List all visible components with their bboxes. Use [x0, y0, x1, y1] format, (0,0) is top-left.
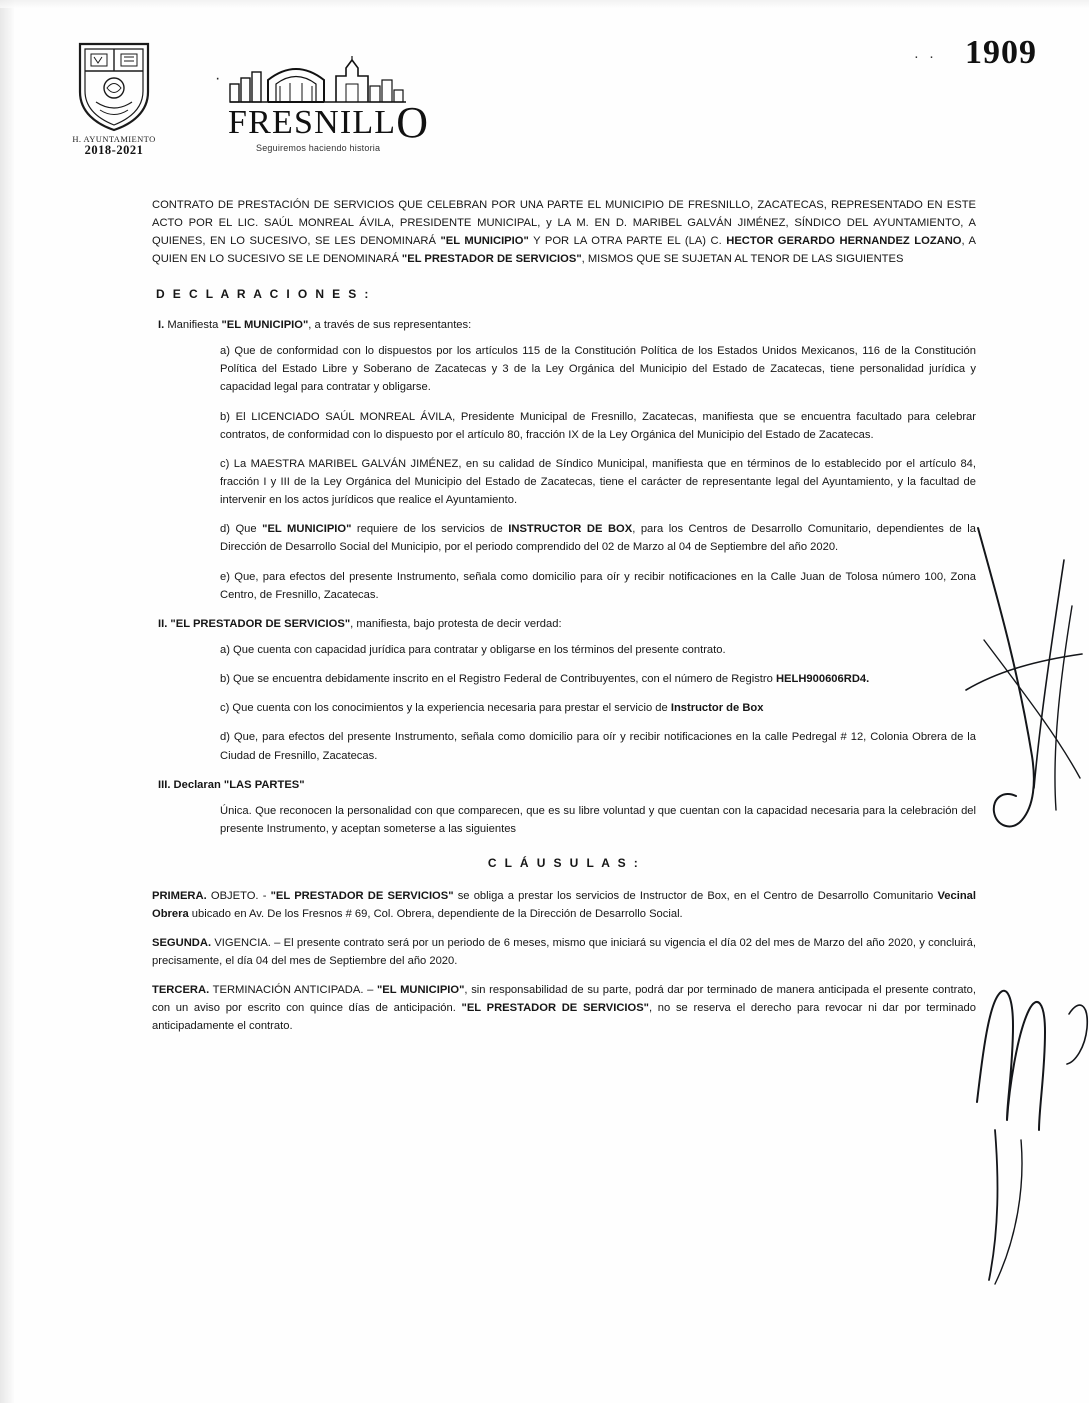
fresnillo-tagline: Seguiremos haciendo historia [256, 143, 381, 153]
fresnillo-wordmark-text: FRESNILL [228, 104, 397, 141]
section-I-item-d [220, 520, 976, 556]
crest-caption-years: 2018-2021 [84, 143, 144, 157]
item-d-bold-service: INSTRUCTOR DE BOX [508, 523, 633, 536]
fresnillo-wordmark [228, 98, 468, 147]
stray-ink-dot: · [215, 70, 221, 87]
section-I-lead [158, 316, 976, 334]
clause-primera-topic: OBJETO. - [206, 889, 271, 902]
section-I-item-b [220, 408, 976, 444]
section-I-item-c [220, 455, 976, 509]
signature-top-right [960, 520, 1089, 880]
clause-segunda-topic: VIGENCIA. – [211, 936, 284, 949]
scan-edge-top [0, 0, 1089, 8]
section-III-lead [158, 776, 976, 794]
intro-bold-prestador: "EL PRESTADOR DE SERVICIOS" [401, 253, 582, 266]
scan-edge-left [0, 0, 14, 1403]
folio-marks: · · [913, 48, 937, 65]
intro-text-4: , MISMOS QUE SE SUJETAN AL TENOR DE LAS SIGUIENTES [581, 253, 904, 266]
clause-tercera-topic: TERMINACIÓN ANTICIPADA. – [209, 984, 377, 997]
clause-tercera-name: TERCERA. [152, 984, 210, 997]
clause-tercera-subject-2: "EL PRESTADOR DE SERVICIOS" [461, 1002, 649, 1015]
item-c-label: c) [220, 457, 230, 470]
coat-of-arms-icon [68, 40, 160, 132]
crest-caption-ayuntamiento: H. AYUNTAMIENTO [72, 134, 156, 144]
ii-item-a-text: Que cuenta con capacidad jurídica para contratar y obligarse en los términos del presente contrato. [229, 643, 726, 656]
section-II-item-c [220, 699, 976, 717]
section-III-lead-bold: "LAS PARTES" [223, 778, 305, 791]
ii-item-c-service: Instructor de Box [670, 702, 764, 715]
ii-item-d-text: Que, para efectos del presente Instrumento, señala como domicilio para oír y recibir notificaciones en la calle Pedregal # 12, Colonia Obrera de la Ciudad de Fresnillo, Zacatecas. [220, 731, 976, 762]
declaraciones-heading: D E C L A R A C I O N E S : [156, 286, 371, 301]
intro-bold-municipio: "EL MUNICIPIO" [440, 235, 529, 248]
item-c-text: La MAESTRA MARIBEL GALVÁN JIMÉNEZ, en su calidad de Síndico Municipal, manifiesta que en términos de lo establecido por el artículo 84, fracción I y III de la Ley Orgánica del Municipio del Estado de Zacatecas, tiene el carácter de representante legal del Ayuntamiento, y la facultad de intervenir en los actos jurídicos que realice el Ayuntamiento. [220, 457, 976, 507]
item-b-text: El LICENCIADO SAÚL MONREAL ÁVILA, Presidente Municipal de Fresnillo, Zacatecas, manifiesta que se encuentra facultado para celebrar contratos, de conformidad con lo dispuesto por el artículo 80, fracción IX de la Ley Orgánica del Municipio del Estado de Zacatecas. [220, 410, 976, 441]
clausulas-heading: C L Á U S U L A S : [487, 856, 641, 871]
item-d-text-2: requiere de los servicios de [351, 523, 509, 536]
item-a-label: a) [220, 345, 230, 358]
ii-item-c-text: Que cuenta con los conocimientos y la experiencia necesaria para prestar el servicio de [229, 702, 671, 715]
clause-primera-place: Vecinal Obrera [152, 889, 976, 920]
ii-item-b-label: b) [220, 673, 230, 686]
signature-bottom-right [955, 980, 1089, 1300]
section-I-item-e [220, 568, 976, 604]
section-I-lead-bold: "EL MUNICIPIO" [221, 319, 309, 331]
section-II-item-b [220, 670, 976, 688]
section-II-item-d [220, 728, 976, 764]
section-I-lead-text: Manifiesta [164, 319, 222, 331]
item-d-text-3: , para los Centros de Desarrollo Comunitario, dependientes de la Dirección de Desarrollo Social del Municipio, por el periodo comprendido del 02 de Marzo al 04 de Septiembre del año 2020. [220, 523, 976, 554]
clause-segunda-text: El presente contrato será por un periodo de 6 meses, mismo que iniciará su vigencia el día 02 del mes de Marzo del año 2020, y concluirá, precisamente, el día 04 del mes de Septiembre del año 2020. [152, 936, 976, 967]
document-header [0, 18, 1089, 183]
item-b-label: b) [220, 410, 230, 423]
section-III-unica [220, 802, 976, 838]
unica-label: Única. [220, 804, 252, 817]
item-a-text: Que de conformidad con lo dispuestos por los artículos 115 de la Constitución Política de los Estados Unidos Mexicanos, 116 de la Constitución Política del Estado Libre y Soberano de Zacatecas y 3 de la Ley Orgánica del Municipio del Estado de Zacatecas, tiene personalidad jurídica y capacidad legal para contratar y obligarse. [220, 345, 976, 394]
intro-text-1: CONTRATO DE PRESTACIÓN DE SERVICIOS QUE CELEBRAN POR UNA PARTE EL MUNICIPIO DE FRESNILLO, ZACATECAS, REPRESENTADO EN ESTE ACTO POR EL LIC. SAÚL MONREAL ÁVILA, PRESIDENTE MUNICIPAL, y LA M. EN D. MARIBEL GALVÁN JIMÉNEZ, SÍNDICO DEL AYUNTAMIENTO, A QUIENES, EN LO SUCESIVO, SE LES DENOMINARÁ [152, 199, 976, 248]
clause-tercera-text-1: , sin responsabilidad de su parte, podrá dar por terminado de manera anticipada el presente contrato, con un aviso por escrito con quince días de anticipación. [152, 984, 976, 1015]
section-III-roman: III. [158, 778, 171, 791]
clause-primera-text-2: ubicado en Av. De los Fresnos # 69, Col. Obrera, dependiente de la Dirección de Desarrollo Social. [188, 907, 683, 920]
ii-item-b-rfc: HELH900606RD4. [775, 673, 870, 686]
fresnillo-wordmark-o: O [396, 98, 430, 147]
intro-bold-contractor-name: HECTOR GERARDO HERNANDEZ LOZANO [726, 235, 962, 248]
section-I-item-a [220, 342, 976, 396]
item-d-bold-municipio: "EL MUNICIPIO" [262, 523, 352, 536]
clause-segunda [152, 934, 976, 970]
clause-primera-text-1: se obliga a prestar los servicios de Instructor de Box, en el Centro de Desarrollo Comunitario [453, 889, 938, 902]
clause-primera-name: PRIMERA. [152, 889, 207, 902]
section-II-lead [158, 615, 976, 633]
unica-text: Que reconocen la personalidad con que comparecen, que es su libre voluntad y que cuentan con la capacidad necesaria para la celebración del presente Instrumento, y aceptan someterse a las siguientes [220, 804, 976, 835]
intro-text-3: , A QUIEN EN LO SUCESIVO SE LE DENOMINARÁ [152, 235, 976, 266]
section-II-roman: II. [158, 617, 168, 630]
clause-tercera-text-2: , no se reserva el derecho para revocar ni dar por terminado anticipadamente el contrato. [152, 1002, 976, 1033]
intro-paragraph [152, 196, 976, 269]
item-e-label: e) [220, 570, 230, 583]
item-d-text-1: Que [229, 523, 263, 536]
item-d-label: d) [220, 523, 230, 536]
fresnillo-logo [228, 56, 468, 153]
section-II-item-a [220, 641, 976, 659]
item-e-text: Que, para efectos del presente Instrumento, señala como domicilio para oír y recibir notificaciones en la Calle Juan de Tolosa número 100, Zona Centro, de Fresnillo, Zacatecas. [220, 570, 976, 601]
section-III-lead-text: Declaran [170, 778, 224, 791]
folio-number: 1909 [965, 34, 1037, 71]
fresnillo-arch-icon [228, 56, 468, 104]
clause-tercera-subject-1: "EL MUNICIPIO" [377, 984, 465, 997]
clause-tercera [152, 981, 976, 1035]
coat-of-arms [68, 40, 160, 158]
clause-primera [152, 887, 976, 923]
section-II-lead-tail: , manifiesta, bajo protesta de decir verdad: [350, 617, 562, 630]
ii-item-a-label: a) [220, 643, 230, 656]
section-I-roman: I. [158, 319, 165, 331]
ii-item-d-label: d) [220, 731, 230, 744]
ii-item-b-text: Que se encuentra debidamente inscrito en el Registro Federal de Contribuyentes, con el número de Registro [229, 673, 776, 686]
ii-item-c-label: c) [220, 702, 230, 715]
section-I-lead-tail: , a través de sus representantes: [308, 319, 472, 331]
section-II-lead-bold: "EL PRESTADOR DE SERVICIOS" [167, 617, 351, 630]
clause-segunda-name: SEGUNDA. [152, 936, 212, 949]
clause-primera-subject: "EL PRESTADOR DE SERVICIOS" [270, 889, 454, 902]
document-body [152, 196, 976, 1047]
intro-text-2: Y POR LA OTRA PARTE EL (LA) C. [528, 235, 727, 248]
